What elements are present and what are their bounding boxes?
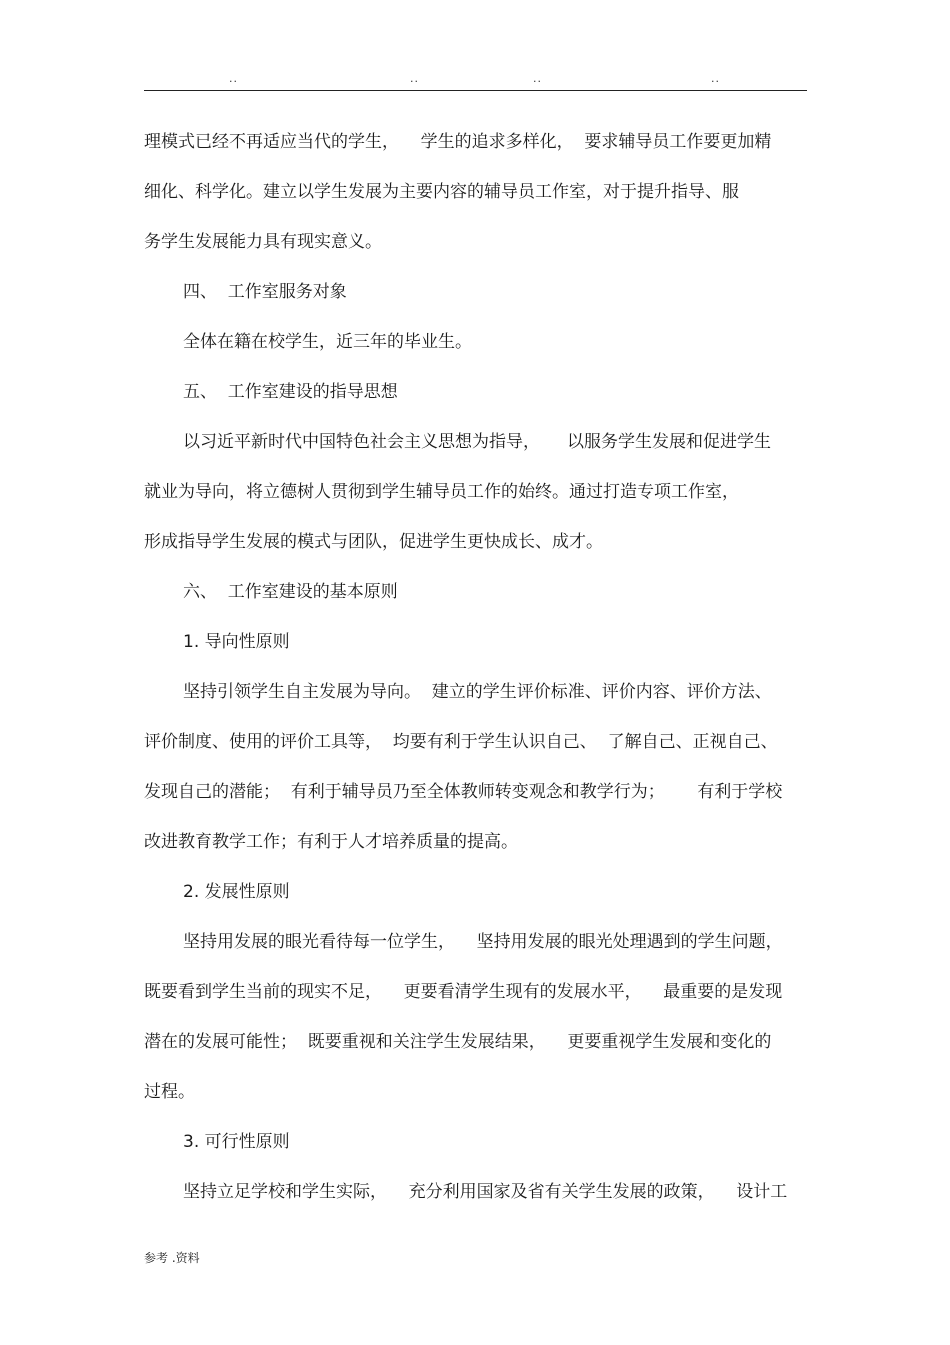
subsection-heading: 1. 导向性原则	[183, 632, 290, 652]
header-mark: ..	[229, 72, 238, 85]
body-line: 以习近平新时代中国特色社会主义思想为指导， 以服务学生发展和促进学生	[183, 432, 772, 452]
body-line: 细化、科学化。建立以学生发展为主要内容的辅导员工作室，对于提升指导、服	[144, 182, 739, 202]
body-line: 形成指导学生发展的模式与团队，促进学生更快成长、成才。	[144, 532, 603, 552]
body-line: 坚持立足学校和学生实际， 充分利用国家及省有关学生发展的政策， 设计工	[183, 1182, 788, 1202]
body-line: 坚持引领学生自主发展为导向。 建立的学生评价标准、评价内容、评价方法、	[183, 682, 772, 702]
header-mark: ..	[711, 72, 720, 85]
header-mark: ..	[410, 72, 419, 85]
body-line: 务学生发展能力具有现实意义。	[144, 232, 382, 252]
body-line: 潜在的发展可能性； 既要重视和关注学生发展结果， 更要重视学生发展和变化的	[144, 1032, 772, 1052]
header-rule	[144, 90, 807, 91]
subsection-heading: 3. 可行性原则	[183, 1132, 290, 1152]
section-heading: 五、 工作室建设的指导思想	[183, 382, 398, 402]
body-line: 全体在籍在校学生，近三年的毕业生。	[183, 332, 472, 352]
section-heading: 四、 工作室服务对象	[183, 282, 347, 302]
body-line: 改进教育教学工作；有利于人才培养质量的提高。	[144, 832, 518, 852]
body-line: 就业为导向，将立德树人贯彻到学生辅导员工作的始终。通过打造专项工作室，	[144, 482, 739, 502]
body-line: 评价制度、使用的评价工具等， 均要有利于学生认识自己、 了解自己、正视自己、	[144, 732, 778, 752]
section-heading: 六、 工作室建设的基本原则	[183, 582, 398, 602]
body-line: 过程。	[144, 1082, 195, 1102]
body-line: 既要看到学生当前的现实不足， 更要看清学生现有的发展水平， 最重要的是发现	[144, 982, 783, 1002]
body-line: 发现自己的潜能； 有利于辅导员乃至全体教师转变观念和教学行为； 有利于学校	[144, 782, 783, 802]
body-line: 坚持用发展的眼光看待每一位学生， 坚持用发展的眼光处理遇到的学生问题，	[183, 932, 783, 952]
subsection-heading: 2. 发展性原则	[183, 882, 290, 902]
body-line: 理模式已经不再适应当代的学生， 学生的追求多样化， 要求辅导员工作要更加精	[144, 132, 772, 152]
page-footer: 参考 .资料	[144, 1251, 200, 1265]
header-mark: ..	[533, 72, 542, 85]
